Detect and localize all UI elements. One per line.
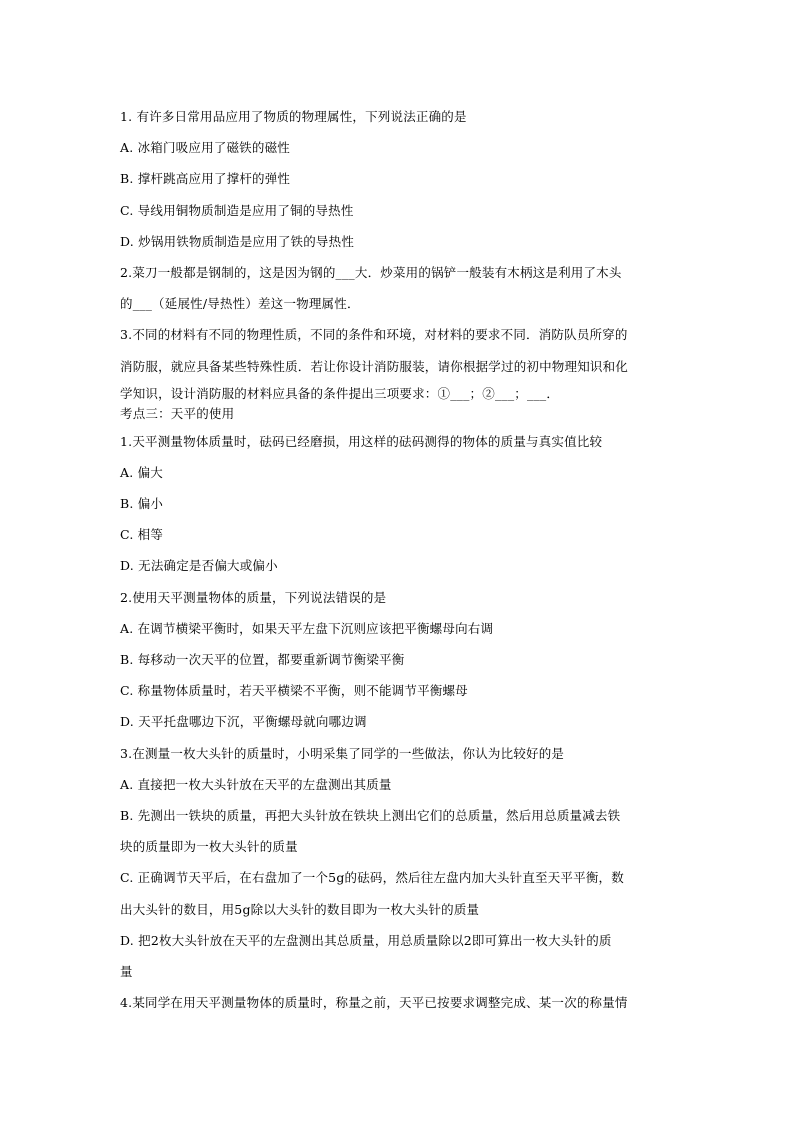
question-text: 2.使用天平测量物体的质量，下列说法错误的是 <box>120 589 387 605</box>
question-text: 学知识，设计消防服的材料应具备的条件提出三项要求：①___；②___；___． <box>120 385 560 401</box>
option-text: D. 天平托盘哪边下沉，平衡螺母就向哪边调 <box>120 714 367 730</box>
option-text: B. 每移动一次天平的位置，都要重新调节衡梁平衡 <box>120 652 405 667</box>
question-text: 1. 有许多日常用品应用了物质的物理属性，下列说法正确的是 <box>120 109 467 124</box>
option-text: A. 在调节横梁平衡时，如果天平左盘下沉则应该把平衡螺母向右调 <box>120 620 494 636</box>
option-text: 量 <box>120 963 133 979</box>
question-text: 3.在测量一枚大头针的质量时，小明采集了同学的一些做法，你认为比较好的是 <box>120 745 565 761</box>
option-text: C. 相等 <box>120 527 164 543</box>
option-text: C. 导线用铜物质制造是应用了铜的导热性 <box>120 202 354 218</box>
option-text: C. 称量物体质量时，若天平横梁不平衡，则不能调节平衡螺母 <box>120 683 468 699</box>
question-text: 3.不同的材料有不同的物理性质，不同的条件和环境，对材料的要求不同．消防队员所穿的 <box>120 327 628 343</box>
question-text: 2.菜刀一般都是钢制的，这是因为钢的___大．炒菜用的锅铲一般装有木柄这是利用了木头 <box>120 264 622 280</box>
document-body <box>120 101 680 1018</box>
option-text: A. 直接把一枚大头针放在天平的左盘测出其质量 <box>120 776 392 792</box>
option-text: B. 偏小 <box>120 496 164 512</box>
option-text: D. 把2枚大头针放在天平的左盘测出其总质量，用总质量除以2即可算出一枚大头针的质 <box>120 932 612 948</box>
option-text: B. 撑杆跳高应用了撑杆的弹性 <box>120 171 291 187</box>
option-text: A. 冰箱门吸应用了磁铁的磁性 <box>120 140 290 156</box>
question-text: 的___（延展性/导热性）差这一物理属性． <box>120 296 360 312</box>
question-text: 4.某同学在用天平测量物体的质量时，称量之前，天平已按要求调整完成、某一次的称量情 <box>120 995 628 1011</box>
option-text: D. 炒锅用铁物质制造是应用了铁的导热性 <box>120 233 355 249</box>
option-text: 块的质量即为一枚大头针的质量 <box>120 839 298 855</box>
section-heading: 考点三：天平的使用 <box>120 405 235 421</box>
option-text: C. 正确调节天平后，在右盘加了一个5g的砝码，然后往左盘内加大头针直至天平平衡，数 <box>120 870 624 886</box>
question-text: 1.天平测量物体质量时，砝码已经磨损，用这样的砝码测得的物体的质量与真实值比较 <box>120 433 603 449</box>
option-text: 出大头针的数目，用5g除以大头针的数目即为一枚大头针的质量 <box>120 901 480 917</box>
option-text: D. 无法确定是否偏大或偏小 <box>120 558 278 574</box>
question-text: 消防服，就应具备某些特殊性质．若让你设计消防服装，请你根据学过的初中物理知识和化 <box>120 358 629 374</box>
option-text: A. 偏大 <box>120 464 163 480</box>
option-text: B. 先测出一铁块的质量，再把大头针放在铁块上测出它们的总质量，然后用总质量减去铁 <box>120 807 621 823</box>
